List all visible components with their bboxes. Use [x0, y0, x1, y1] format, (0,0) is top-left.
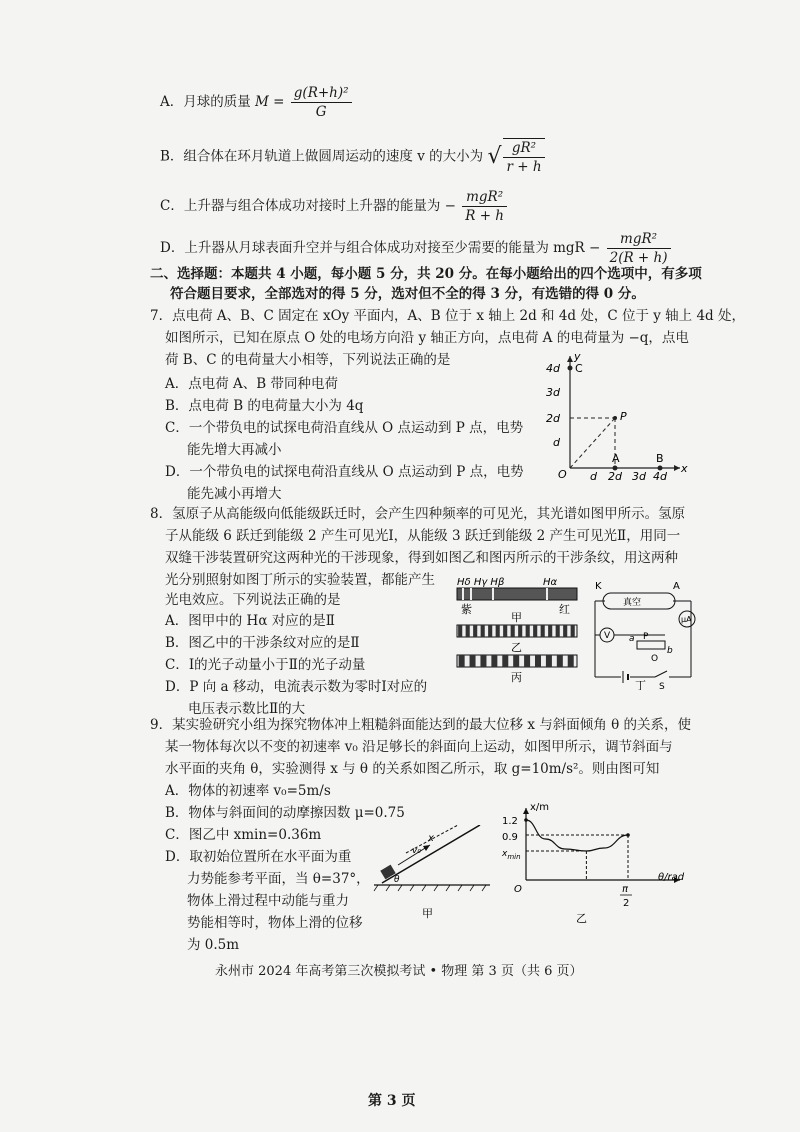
q8-line3: 双缝干涉装置研究这两种光的干涉现象，得到如图乙和图丙所示的干涉条纹，用这两种 [165, 550, 678, 566]
fringe-band [524, 655, 530, 667]
tick-x-3d: 3d [632, 470, 646, 480]
fringe-band [496, 625, 500, 637]
figure-bing-label: 丙 [511, 671, 522, 684]
q8-line2: 子从能级 6 跃迁到能级 2 产生可见光Ⅰ，从能级 3 跃迁到能级 2 产生可见光Ⅱ，用同一 [165, 528, 681, 544]
rheostat-a-label: a [629, 634, 635, 644]
fringe-band [541, 625, 545, 637]
fringe-band [459, 655, 465, 667]
q7-option-d: D．一个带负电的试探电荷沿直线从 O 点运动到 P 点，电势 [165, 464, 524, 480]
axis-label-y: y [574, 350, 581, 363]
tick-x-2d: 2d [608, 470, 622, 480]
q7-line3: 荷 B、C 的电荷量大小相等，下列说法正确的是 [165, 352, 451, 368]
fringe-band [557, 655, 563, 667]
fraction: $\frac{\text{mgR²}}{R + h}$ [462, 188, 507, 225]
y-tick-xmin: $x_{min}$ [502, 849, 521, 861]
q9-option-d-cont2: 物体上滑过程中动能与重力 [187, 893, 349, 909]
anode-a-label: A [673, 581, 680, 592]
midpoint-o-label: O [651, 654, 659, 664]
fringe-band [502, 655, 508, 667]
fringe-band [548, 625, 552, 637]
q8-option-d-cont: 电压表示数比Ⅱ的大 [188, 701, 306, 717]
point-p-label: P [620, 410, 627, 423]
tick-x-d: d [590, 470, 597, 480]
fringe-band [488, 625, 492, 637]
fringe-band [556, 625, 560, 637]
fraction: $\frac{\text{mgR²}}{2(R + h)}$ [607, 230, 671, 267]
sqrt-icon: √ [487, 144, 502, 169]
q8-figures [455, 575, 705, 690]
photoelectric-circuit [595, 581, 695, 690]
tick-y-4d: 4d [546, 362, 560, 375]
q7-option-c: C．一个带负电的试探电荷沿直线从 O 点运动到 P 点，电势 [165, 420, 524, 436]
q9-line3: 水平面的夹角 θ，实验测得 x 与 θ 的关系如图乙所示，取 g=10m/s²。则由图可知 [165, 761, 660, 777]
q8-line1: 8．氢原子从高能级向低能级跃迁时，会产生四种频率的可见光，其光谱如图甲所示。氢原 [150, 506, 686, 522]
fringe-band [466, 625, 470, 637]
q9-option-a: A．物体的初速率 v₀=5m/s [165, 783, 331, 799]
q9-option-d-cont4: 为 0.5m [187, 937, 240, 953]
fringe-band [568, 655, 574, 667]
fringe-band [563, 625, 567, 637]
tick-x-4d: 4d [653, 470, 667, 480]
x-axis-label: θ/rad [658, 872, 685, 883]
microammeter-label: μA [681, 615, 692, 624]
h-alpha-label: Hα [543, 577, 558, 588]
q8-option-b: B．图乙中的干涉条纹对应的是Ⅱ [165, 635, 360, 651]
q7-option-c-cont: 能先增大再减小 [187, 442, 282, 458]
option-c: C．上升器与组合体成功对接时上升器的能量为 − $\frac{\text{mgR²}}{R + h}$ [160, 188, 509, 225]
spectrum-lines-label: Hδ Hγ Hβ [457, 577, 505, 588]
y-axis-label: x/m [530, 802, 550, 813]
q7-figure [540, 350, 690, 480]
q9-line2: 某一物体每次以不变的初速率 v₀ 沿足够长的斜面向上运动，如图甲所示，调节斜面与 [165, 739, 673, 755]
red-label: 红 [559, 603, 570, 616]
origin-label: O [514, 884, 522, 895]
q8-option-a: A．图甲中的 Hα 对应的是Ⅱ [165, 613, 335, 629]
figure-yi-label: 乙 [511, 641, 522, 654]
page-footer: 永州市 2024 年高考第三次模拟考试 • 物理 第 3 页（共 6 页） [215, 964, 583, 979]
tick-y-2d: 2d [546, 412, 560, 425]
x-tick-pi: π [622, 884, 629, 895]
point-b-label: B [656, 452, 664, 465]
v0-label: v₀ [412, 846, 421, 856]
q7-option-a: A．点电荷 A、B 带同种电荷 [165, 376, 339, 392]
tick-y-3d: 3d [546, 386, 560, 399]
fringe-band [571, 625, 575, 637]
q7-option-d-cont: 能先减小再增大 [187, 486, 282, 502]
switch-s-label: S [659, 682, 665, 690]
q9-option-b: B．物体与斜面间的动摩擦因数 μ=0.75 [165, 805, 405, 821]
fringe-band [491, 655, 497, 667]
section-heading: 二、选择题：本题共 4 小题，每小题 5 分，共 20 分。在每小题给出的四个选项中，有多项 [150, 266, 702, 282]
option-a: A．月球的质量 M = $\frac{\text{g(R+h)²}}{G}$ [160, 84, 354, 121]
q9-option-c: C．图乙中 xmin=0.36m [165, 827, 322, 843]
fraction: $\frac{\text{g(R+h)²}}{G}$ [291, 84, 352, 121]
q8-option-d: D．P 向 a 移动，电流表示数为零时Ⅰ对应的 [165, 679, 428, 695]
origin-label: O [558, 468, 567, 480]
fringe-band [458, 625, 462, 637]
y-tick-0-9: 0.9 [502, 832, 518, 843]
figure-jia-label: 甲 [511, 611, 522, 624]
fringe-band [518, 625, 522, 637]
fringe-band [481, 625, 485, 637]
fringe-band [535, 655, 541, 667]
point-a-label: A [612, 452, 620, 465]
fringe-band [533, 625, 537, 637]
q9-option-d-cont3: 势能相等时，物体上滑的位移 [187, 915, 363, 931]
violet-label: 紫 [461, 603, 472, 616]
fraction: $\frac{\text{gR²}}{r + h}$ [503, 138, 544, 176]
q9-option-d-cont1: 力势能参考平面，当 θ=37°， [187, 871, 370, 887]
q9-figure-jia [370, 825, 500, 925]
fringes-bing [457, 655, 577, 667]
slider-p-label: P [643, 632, 649, 642]
point-c-label: C [575, 362, 583, 375]
voltmeter-label: V [604, 631, 611, 641]
figure-jia-label: 甲 [422, 907, 433, 920]
figure-yi-label: 乙 [576, 912, 587, 925]
page-number-label: 第 3 页 [368, 1093, 416, 1109]
q7-option-b: B．点电荷 B 的电荷量大小为 4q [165, 398, 364, 414]
q8-option-c: C．Ⅰ的光子动量小于Ⅱ的光子动量 [165, 657, 366, 673]
option-b: B．组合体在环月轨道上做圆周运动的速度 v 的大小为 √ $\frac{\text{gR²}}{r + h}$ [160, 138, 547, 176]
y-tick-1-2: 1.2 [502, 816, 518, 827]
fringe-band [511, 625, 515, 637]
fringes-yi [457, 625, 577, 637]
fringe-band [473, 625, 477, 637]
q7-line1: 7．点电荷 A、B、C 固定在 xOy 平面内，A、B 位于 x 轴上 2d 和 4d 处，C 位于 y 轴上 4d 处， [150, 308, 745, 324]
figure-ding-label: 丁 [635, 679, 646, 690]
fringe-band [480, 655, 486, 667]
option-d: D．上升器从月球表面升空并与组合体成功对接至少需要的能量为 mgR − $\frac{\text{mgR²}}{2(R + h)}$ [160, 230, 673, 267]
tick-y-d: d [553, 436, 560, 449]
section-heading-cont: 符合题目要求，全部选对的得 5 分，选对但不全的得 3 分，有选错的得 0 分。 [170, 286, 645, 302]
q8-line4: 光分别照射如图丁所示的实验装置，都能产生 [165, 572, 435, 588]
q7-line2: 如图所示，已知在原点 O 处的电场方向沿 y 轴正方向，点电荷 A 的电荷量为 −q，点电 [165, 330, 689, 346]
q8-line5: 光电效应。下列说法正确的是 [165, 592, 341, 608]
theta-label: θ [394, 875, 400, 885]
q9-line1: 9．某实验研究小组为探究物体冲上粗糙斜面能达到的最大位移 x 与斜面倾角 θ 的关系，使 [150, 717, 691, 733]
x-tick-two: 2 [623, 898, 630, 909]
fringe-band [513, 655, 519, 667]
axis-label-x: x [681, 462, 688, 475]
rheostat-b-label: b [667, 646, 673, 656]
fringe-band [526, 625, 530, 637]
q9-figure-yi-chart [500, 800, 690, 930]
fringe-band [503, 625, 507, 637]
fringe-band [470, 655, 476, 667]
displacement-x-label: x [428, 833, 434, 844]
vacuum-label: 真空 [623, 598, 642, 608]
cathode-k-label: K [595, 581, 602, 592]
fringe-band [546, 655, 552, 667]
q9-option-d: D．取初始位置所在水平面为重 [165, 849, 352, 865]
